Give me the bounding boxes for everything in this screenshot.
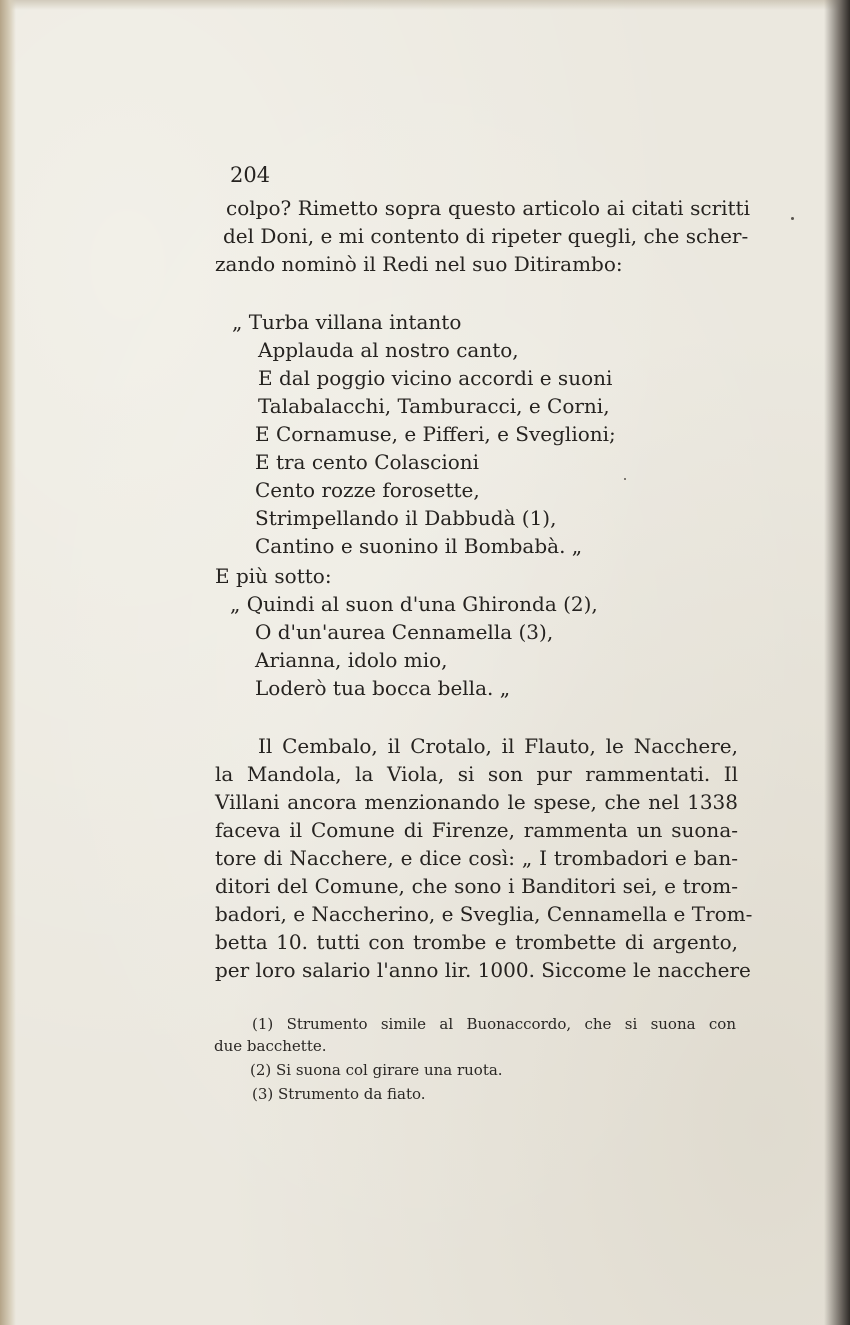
prose-intro-line: colpo? Rimetto sopra questo articolo ai citati scritti: [226, 196, 750, 220]
paper-speck: [791, 217, 794, 220]
prose-main-line: badori, e Naccherino, e Sveglia, Cennamella e Trom-: [215, 902, 753, 926]
verse-line: O d'un'aurea Cennamella (3),: [255, 620, 554, 644]
verse-line: Cento rozze forosette,: [255, 478, 480, 502]
prose-main-line: betta 10. tutti con trombe e trombette di argento,: [215, 930, 738, 954]
page-right-edge: [824, 0, 850, 1325]
verse-line: Applauda al nostro canto,: [258, 338, 519, 362]
prose-intro-line: zando nominò il Redi nel suo Ditirambo:: [215, 252, 623, 276]
footnote-line: due bacchette.: [214, 1037, 327, 1055]
verse-line: Talabalacchi, Tamburacci, e Corni,: [258, 394, 610, 418]
verse-line: „ Turba villana intanto: [232, 310, 462, 334]
verse-line: Loderò tua bocca bella. „: [255, 676, 511, 700]
transition-line: E più sotto:: [215, 564, 332, 588]
footnote-line: (3) Strumento da fiato.: [252, 1085, 426, 1103]
verse-line: „ Quindi al suon d'una Ghironda (2),: [230, 592, 598, 616]
prose-main-line: Il Cembalo, il Crotalo, il Flauto, le Nacchere,: [258, 734, 738, 758]
page-left-edge: [0, 0, 16, 1325]
verse-line: Cantino e suonino il Bombabà. „: [255, 534, 583, 558]
prose-main-line: faceva il Comune di Firenze, rammenta un suona-: [215, 818, 738, 842]
prose-main-line: Villani ancora menzionando le spese, che nel 1338: [215, 790, 738, 814]
footnote-line: (2) Si suona col girare una ruota.: [250, 1061, 503, 1079]
prose-main-line: per loro salario l'anno lir. 1000. Siccome le nacchere: [215, 958, 751, 982]
prose-intro-line: del Doni, e mi contento di ripeter quegli, che scher-: [223, 224, 749, 248]
verse-line: E Cornamuse, e Pifferi, e Sveglioni;: [255, 422, 616, 446]
prose-main-line: tore di Nacchere, e dice così: „ I trombadori e ban-: [215, 846, 738, 870]
prose-main-line: la Mandola, la Viola, si son pur rammentati. Il: [215, 762, 738, 786]
verse-line: E tra cento Colascioni: [255, 450, 480, 474]
verse-line: Strimpellando il Dabbudà (1),: [255, 506, 557, 530]
footnote-line: (1) Strumento simile al Buonaccordo, che si suona con: [252, 1015, 736, 1033]
verse-line: Arianna, idolo mio,: [255, 648, 448, 672]
paper-speck: [624, 478, 626, 480]
verse-line: E dal poggio vicino accordi e suoni: [258, 366, 613, 390]
page-top-shadow: [0, 0, 850, 10]
page-number: 204: [230, 163, 271, 187]
prose-main-line: ditori del Comune, che sono i Banditori sei, e trom-: [215, 874, 738, 898]
